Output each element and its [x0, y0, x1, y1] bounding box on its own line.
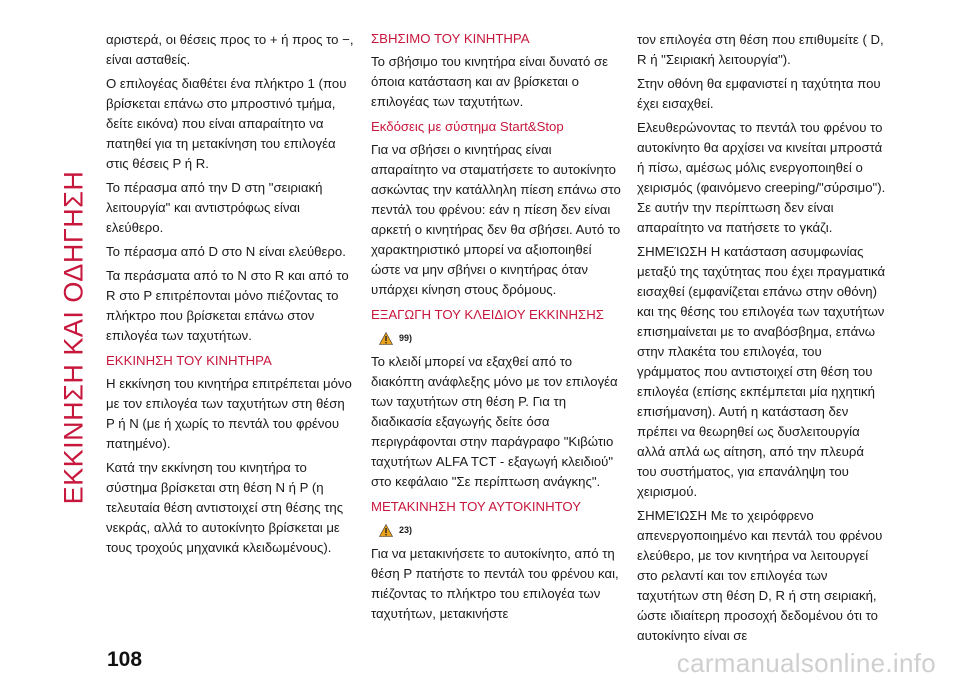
- chapter-side-title-text: ΕΚΚΙΝΗΣΗ ΚΑΙ ΟΔΗΓΗΣΗ: [58, 170, 89, 504]
- paragraph: Το πέρασμα από D στο N είναι ελεύθερο.: [106, 244, 346, 259]
- paragraph: τον επιλογέα στη θέση που επιθυμείτε ( D, R ή "Σειριακή λειτουργία").: [637, 32, 884, 67]
- paragraph: ΣΗΜΕΊΩΣΗ Με το χειρόφρενο απενεργοποιημένο και πεντάλ του φρένου ελεύθερο, με τον κινητήρα να λειτουργεί στο ρελαντί και τον επιλογέα των ταχυτήτων στη θέση D, R ή στη σειριακή, ώστε ιδιαίτερη προσοχή δεδομένου ότι το αυτοκίνητο είναι σε: [637, 508, 883, 643]
- warning-triangle-icon: [379, 524, 393, 537]
- paragraph: Κατά την εκκίνηση του κινητήρα το σύστημα βρίσκεται στη θέση N ή P (η τελευταία θέση αντιστοιχεί στη θέσης της νεκράς, αλλά το αυτοκίνητο βρίσκεται με τους τροχούς μηχανικά κλειδωμένους).: [106, 460, 344, 555]
- chapter-side-title: [54, 22, 94, 652]
- section-heading-key-removal: ΕΞΑΓΩΓΗ ΤΟΥ ΚΛΕΙΔΙΟΥ ΕΚΚΙΝΗΣΗΣ: [371, 307, 604, 322]
- paragraph: Ο επιλογέας διαθέτει ένα πλήκτρο 1 (που βρίσκεται επάνω στο μπροστινό τμήμα, δείτε εικόνα) που είναι απαραίτητο να πατηθεί για τη μετακίνηση του επιλογέα στις θέσεις P ή R.: [106, 76, 347, 171]
- paragraph: Η εκκίνηση του κινητήρα επιτρέπεται μόνο με τον επιλογέα των ταχυτήτων στη θέση P ή N (με ή χωρίς το πεντάλ του φρένου πατημένο).: [106, 376, 352, 451]
- paragraph: αριστερά, οι θέσεις προς το + ή προς το −, είναι ασταθείς.: [106, 32, 354, 67]
- section-heading-engine-start: ΕΚΚΙΝΗΣΗ ΤΟΥ ΚΙΝΗΤΗΡΑ: [106, 353, 272, 368]
- paragraph: ΣΗΜΕΊΩΣΗ Η κατάσταση ασυμφωνίας μεταξύ της ταχύτητας που έχει πραγματικά εισαχθεί (εμφανίζεται επάνω στην οθόνη) και της θέσης του επιλογέα των ταχυτήτων επισημαίνεται με το αναβόσβημα, επάνω στην πλακέτα του επιλογέα, του γράμματος που αντιστοιχεί στη θέση του επιλογέα (επίσης εκπέμπεται μία ηχητική επισήμανση). Αυτή η κατάσταση δεν πρέπει να θεωρηθεί ως δυσλειτουργία αλλά απλά ως αίτηση, από την πλευρά του συστήματος, για επανάληψη του χειρισμού.: [637, 244, 886, 499]
- paragraph: Τα περάσματα από το N στο R και από το R στο P επιτρέπονται μόνο πιέζοντας το πλήκτρο που βρίσκεται επάνω στον επιλογέα των ταχυτήτων.: [106, 268, 349, 343]
- section-heading-engine-stop: ΣΒΗΣΙΜΟ ΤΟΥ ΚΙΝΗΤΗΡΑ: [371, 31, 530, 46]
- warning-ref-number: 99): [399, 333, 413, 343]
- warning-reference: [379, 328, 621, 348]
- column-1: [106, 30, 356, 562]
- paragraph: Για να μετακινήσετε το αυτοκίνητο, από τη θέση P πατήστε το πεντάλ του φρένου και, πιέζοντας το πλήκτρο του επιλογέα των ταχυτήτων, μετακινήστε: [371, 546, 619, 621]
- column-2: [371, 30, 621, 628]
- paragraph: Το σβήσιμο του κινητήρα είναι δυνατό σε όποια κατάσταση και αν βρίσκεται ο επιλογέας των ταχυτήτων.: [371, 54, 608, 109]
- warning-triangle-icon: [379, 332, 393, 345]
- warning-ref-number: 23): [399, 525, 413, 535]
- paragraph: Το πέρασμα από την D στη "σειριακή λειτουργία" και αντιστρόφως είναι ελεύθερο.: [106, 180, 323, 235]
- section-heading-moving-vehicle: ΜΕΤΑΚΙΝΗΣΗ ΤΟΥ ΑΥΤΟΚΙΝΗΤΟΥ: [371, 499, 582, 514]
- paragraph: Το κλειδί μπορεί να εξαχθεί από το διακόπτη ανάφλεξης μόνο με τον επιλογέα των ταχυτήτων στη θέση P. Για τη διαδικασία εξαγωγής δείτε όσα περιγράφονται στην παράγραφο "Κιβώτιο ταχυτήτων ALFA TCT - εξαγωγή κλειδιού" στο κεφάλαιο "Σε περίπτωση ανάγκης".: [371, 354, 618, 489]
- paragraph: Ελευθερώνοντας το πεντάλ του φρένου το αυτοκίνητο θα αρχίσει να κινείται μπροστά ή πίσω, αμέσως μόλις ενεργοποιηθεί ο χειρισμός (φαινόμενο creeping/"σύρσιμο"). Σε αυτήν την περίπτωση δεν είναι απαραίτητο να πατήσετε το γκάζι.: [637, 120, 886, 235]
- watermark-text: carmanualsonline.info: [676, 648, 936, 678]
- warning-reference: [379, 520, 621, 540]
- subheading-start-stop: Εκδόσεις με σύστημα Start&Stop: [371, 119, 564, 134]
- column-3: [637, 30, 887, 650]
- paragraph: Για να σβήσει ο κινητήρας είναι απαραίτητο να σταματήσετε το αυτοκίνητο ασκώντας την κατάλληλη πίεση επάνω στο πεντάλ του φρένου: εάν η πίεση δεν είναι αρκετή ο κινητήρας δεν θα σβήσει. Αυτό το χαρακτηριστικό μπορεί να αξιοποιηθεί ώστε να μην σβήνει ο κινητήρας όταν υπάρχει κίνηση στους δρόμους.: [371, 142, 621, 297]
- paragraph: Στην οθόνη θα εμφανιστεί η ταχύτητα που έχει εισαχθεί.: [637, 76, 881, 111]
- page-number: 108: [107, 648, 143, 671]
